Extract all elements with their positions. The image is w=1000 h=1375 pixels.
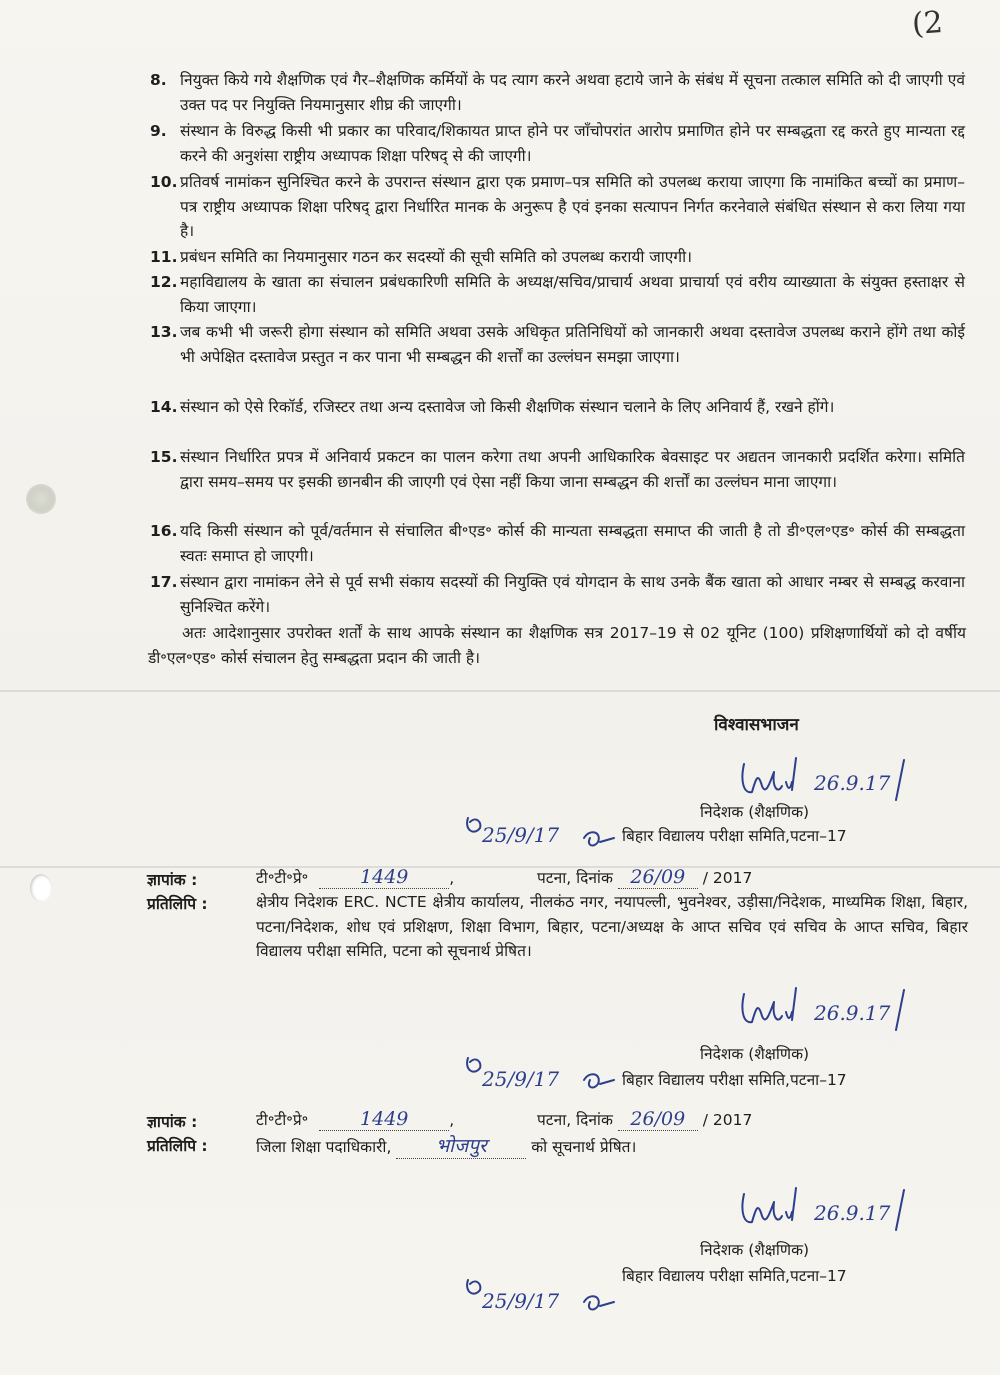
punch-hole <box>26 484 56 514</box>
condition-text: संस्थान निर्धारित प्रपत्र में अनिवार्य प्रकटन का पालन करेगा तथा अपनी आधिकारिक बेवसाइट पर अद्यतन जानकारी प्रदर्शित करेगा। समिति द्वारा समय–समय पर इसकी छानबीन की जाएगी एवं ऐसा नहीं किया जाना सम्बद्धन की शर्त्तों का उल्लंघन माना जाएगा। <box>180 448 965 491</box>
initials-date: 25/9/17 <box>482 1067 560 1091</box>
punch-hole <box>30 874 52 902</box>
director-signature <box>730 742 920 808</box>
fold-line <box>0 690 1000 692</box>
condition-number: 16. <box>150 522 178 540</box>
condition-number: 13. <box>150 323 178 341</box>
date-line <box>537 1108 752 1131</box>
closing-salutation: विश्वासभाजन <box>714 715 799 735</box>
condition-16 <box>150 519 965 568</box>
condition-13 <box>150 320 965 369</box>
condition-12 <box>150 270 965 319</box>
condition-number: 17. <box>150 573 178 591</box>
memo-number-field <box>319 866 449 889</box>
signatory-organization: बिहार विद्यालय परीक्षा समिति,पटना–17 <box>622 827 847 845</box>
signatory-organization: बिहार विद्यालय परीक्षा समिति,पटना–17 <box>622 1267 847 1285</box>
condition-15 <box>150 445 965 494</box>
condition-text: जब कभी भी जरूरी होगा संस्थान को समिति अथवा उसके अधिकृत प्रतिनिधियों को जानकारी अथवा दस्तावेज उपलब्ध कराने होंगे तथा कोई भी अपेक्षित दस्तावेज प्रस्तुत न कर पाना भी सम्बद्धन की शर्त्तों का उल्लंघन समझा जाएगा। <box>180 323 965 366</box>
date-field <box>618 1108 698 1131</box>
initials-mark <box>460 1048 620 1096</box>
condition-number: 14. <box>150 398 178 416</box>
condition-number: 9. <box>150 122 167 140</box>
condition-17 <box>150 570 965 619</box>
initials-date: 25/9/17 <box>482 1289 560 1313</box>
initials-mark <box>460 808 620 852</box>
condition-14 <box>150 395 965 420</box>
initials-date: 25/9/17 <box>482 823 560 847</box>
director-signature <box>730 1172 920 1238</box>
memo-number-field <box>319 1108 449 1131</box>
condition-number: 11. <box>150 248 178 266</box>
district-field <box>396 1132 526 1159</box>
memo-label: ज्ञापांक : <box>147 1113 198 1131</box>
condition-number: 10. <box>150 173 178 191</box>
signatory-title: निदेशक (शैक्षणिक) <box>700 1045 810 1063</box>
condition-number: 15. <box>150 448 178 466</box>
condition-text: प्रतिवर्ष नामांकन सुनिश्चित करने के उपरान्त संस्थान द्वारा एक प्रमाण–पत्र समिति को उपलब्ध कराया जाएगा कि नामांकित बच्चों का प्रमाण–पत्र राष्ट्रीय अध्यापक शिक्षा परिषद् द्वारा निर्धारित मानक के अनुरूप है एवं इनका सत्यापन निर्गत करनेवाले संबंधित संस्थान से करा लिया गया है। <box>180 173 965 240</box>
memo-prefix: टी॰टी॰प्रे॰ <box>256 1111 309 1129</box>
condition-text: संस्थान को ऐसे रिकॉर्ड, रजिस्टर तथा अन्य दस्तावेज जो किसी शैक्षणिक संस्थान चलाने के लिए अनिवार्य हैं, रखने होंगे। <box>180 398 835 416</box>
copy-label: प्रतिलिपि : <box>147 1137 208 1155</box>
condition-number: 8. <box>150 71 167 89</box>
conclusion-paragraph: अतः आदेशानुसार उपरोक्त शर्तों के साथ आपके संस्थान का शैक्षणिक सत्र 2017–19 से 02 यूनिट (100) प्रशिक्षणार्थियों को दो वर्षीय डी॰एल॰एड॰ कोर्स संचालन हेतु सम्बद्धता प्रदान की जाती है। <box>148 624 966 667</box>
condition-10 <box>150 170 965 244</box>
memo-label: ज्ञापांक : <box>147 871 198 889</box>
copy-recipients: क्षेत्रीय निदेशक ERC. NCTE क्षेत्रीय कार्यालय, नीलकंठ नगर, नयापल्ली, भुवनेश्वर, उड़ीसा/निदेशक, माध्यमिक शिक्षा, बिहार, पटना/निदेशक, शोध एवं प्रशिक्षण, शिक्षा विभाग, बिहार, पटना/अध्यक्ष के आप्त सचिव एवं सचिव के आप्त सचिव, बिहार विद्यालय परीक्षा समिति, पटना को सूचनार्थ प्रेषित। <box>256 893 968 960</box>
condition-text: प्रबंधन समिति का नियमानुसार गठन कर सदस्यों की सूची समिति को उपलब्ध करायी जाएगी। <box>180 248 692 266</box>
condition-text: संस्थान के विरुद्ध किसी भी प्रकार का परिवाद/शिकायत प्राप्त होने पर जाँचोपरांत आरोप प्रमाणित होने पर सम्बद्धता रद्द करते हुए मान्यता रद्द करने की अनुशंसा राष्ट्रीय अध्यापक शिक्षा परिषद् से की जाएगी। <box>180 122 965 165</box>
condition-8 <box>150 68 965 117</box>
date-value: 26/09 <box>630 1108 686 1130</box>
copy-label: प्रतिलिपि : <box>147 895 208 913</box>
copy-prefix: जिला शिक्षा पदाधिकारी, <box>256 1138 392 1156</box>
memo-line: टी॰टी॰प्रे॰ 1449 , <box>256 1108 455 1130</box>
place-date-prefix: पटना, दिनांक <box>537 869 613 887</box>
initials-mark <box>460 1270 620 1318</box>
memo-number: 1449 <box>360 1108 409 1130</box>
signatory-title: निदेशक (शैक्षणिक) <box>700 803 810 821</box>
district-name: भोजपुर <box>435 1135 487 1157</box>
condition-text: संस्थान द्वारा नामांकन लेने से पूर्व सभी संकाय सदस्यों की नियुक्ति एवं योगदान के साथ उनके बैंक खाता को आधार नम्बर से सम्बद्ध करवाना सुनिश्चित करेंगे। <box>180 573 965 616</box>
signatory-organization: बिहार विद्यालय परीक्षा समिति,पटना–17 <box>622 1071 847 1089</box>
copy-recipient-line <box>256 1132 636 1159</box>
date-field <box>618 866 698 889</box>
condition-text: नियुक्त किये गये शैक्षणिक एवं गैर–शैक्षणिक कर्मियों के पद त्याग करने अथवा हटाये जाने के संबंध में सूचना तत्काल समिति को दी जाएगी एवं उक्त पद पर नियुक्ति नियमानुसार शीघ्र की जाएगी। <box>180 71 965 114</box>
date-line <box>537 866 752 889</box>
condition-11 <box>150 245 965 270</box>
condition-text: यदि किसी संस्थान को पूर्व/वर्तमान से संचालित बी॰एड॰ कोर्स की मान्यता सम्बद्धता समाप्त की जाती है तो डी॰एल॰एड॰ कोर्स की सम्बद्धता स्वतः समाप्त हो जाएगी। <box>180 522 965 565</box>
memo-prefix: टी॰टी॰प्रे॰ <box>256 869 309 887</box>
year-value: / 2017 <box>702 869 753 887</box>
memo-number: 1449 <box>360 866 409 888</box>
condition-text: महाविद्यालय के खाता का संचालन प्रबंधकारिणी समिति के अध्यक्ष/सचिव/प्राचार्य अथवा प्राचार्या एवं वरीय व्याख्याता के संयुक्त हस्ताक्षर से किया जाएगा। <box>180 273 965 316</box>
signature-date: 26.9.17 <box>814 1201 891 1225</box>
condition-number: 12. <box>150 273 178 291</box>
signatory-title: निदेशक (शैक्षणिक) <box>700 1241 810 1259</box>
corner-page-note: (2 <box>910 4 944 43</box>
condition-9 <box>150 119 965 168</box>
place-date-prefix: पटना, दिनांक <box>537 1111 613 1129</box>
director-signature <box>730 972 920 1038</box>
copy-suffix: को सूचनार्थ प्रेषित। <box>531 1138 637 1156</box>
date-value: 26/09 <box>630 866 686 888</box>
signature-date: 26.9.17 <box>814 1001 891 1025</box>
signature-date: 26.9.17 <box>814 771 891 795</box>
year-value: / 2017 <box>702 1111 753 1129</box>
memo-line: टी॰टी॰प्रे॰ 1449 , <box>256 866 455 888</box>
